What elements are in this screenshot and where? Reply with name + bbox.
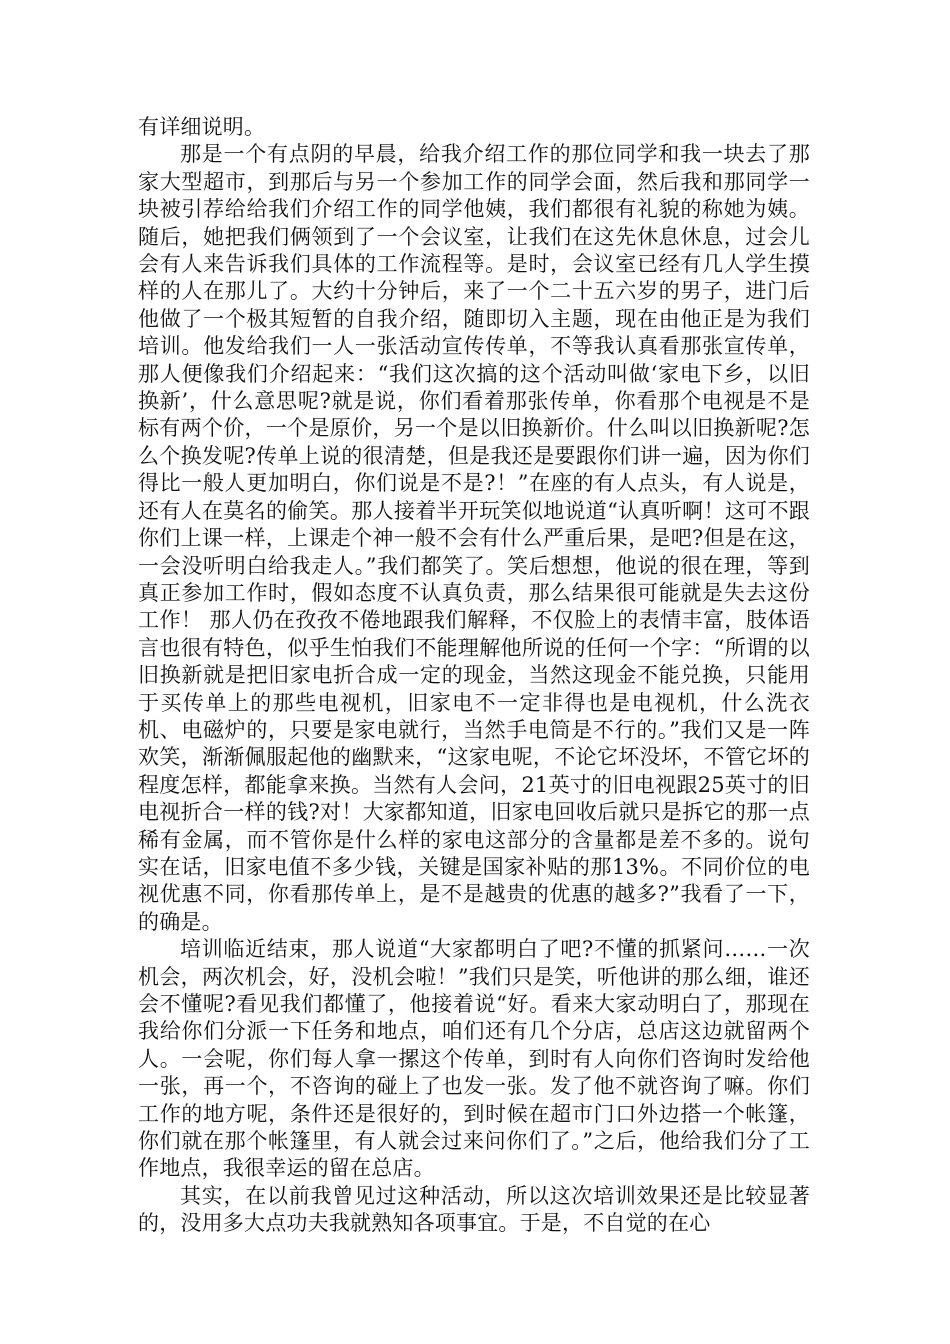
paragraph-training-end: 培训临近结束，那人说道“大家都明白了吧?不懂的抓紧问……一次机会，两次机会，好，没机会啦！”我们只是笑，听他讲的那么细，谁还会不懂呢?看见我们都懂了，他接着说“好。看来大家动明白了，那现在我给你们分派一下任务和地点，咱们还有几个分店，总店这边就留两个人。一会呢，你们每人拿一摞这个传单，到时有人向你们咨询时发给他一张，再一个，不咨询的碰上了也发一张。发了他不就咨询了嘛。你们工作的地方呢，条件还是很好的，到时候在超市门口外边搭一个帐篷，你们就在那个帐篷里，有人就会过来问你们了。”之后，他给我们分了工作地点，我很幸运的留在总店。 bbox=[138, 937, 810, 1181]
paragraph-reflection: 其实，在以前我曾见过这种活动，所以这次培训效果还是比较显著的，没用多大点功夫我就熟知各项事宜。于是，不自觉的在心 bbox=[138, 1183, 810, 1236]
paragraph-training-morning: 那是一个有点阴的早晨，给我介绍工作的那位同学和我一块去了那家大型超市，到那后与另一个参加工作的同学会面，然后我和那同学一块被引荐给给我们介绍工作的同学他姨，我们都很有礼貌的称她为姨。随后，她把我们俩领到了一个会议室，让我们在这先休息休息，过会儿会有人来告诉我们具体的工作流程等。是时，会议室已经有几人学生摸样的人在那儿了。大约十分钟后，来了一个二十五六岁的男子，进门后他做了一个极其短暂的自我介绍，随即切入主题，现在由他正是为我们培训。他发给我们一人一张活动宣传传单，不等我认真看那张宣传单，那人便像我们介绍起来：“我们这次搞的这个活动叫做‘家电下乡，以旧换新’，什么意思呢?就是说，你们看着那张传单，你看那个电视是不是标有两个价，一个是原价，另一个是以旧换新价。什么叫以旧换新呢?怎么个换发呢?传单上说的很清楚，但是我还是要跟你们讲一遍，因为你们得比一般人更加明白，你们说是不是?！”在座的有人点头，有人说是，还有人在莫名的偷笑。那人接着半开玩笑似地说道“认真听啊！这可不跟你们上课一样，上课走个神一般不会有什么严重后果，是吧?但是在这，一会没听明白给我走人。”我们都笑了。笑后想想，他说的很在理，等到真正参加工作时，假如态度不认真负责，那么结果很可能就是失去这份工作！ 那人仍在孜孜不倦地跟我们解释，不仅脸上的表情丰富，肢体语言也很有特色，似乎生怕我们不能理解他所说的任何一个字：“所谓的以旧换新就是把旧家电折合成一定的现金，当然这现金不能兑换，只能用于买传单上的那些电视机，旧家电不一定非得也是电视机，什么洗衣机、电磁炉的，只要是家电就行，当然手电筒是不行的。”我们又是一阵欢笑，渐渐佩服起他的幽默来，“这家电呢，不论它坏没坏，不管它坏的程度怎样，都能拿来换。当然有人会问，21英寸的旧电视跟25英寸的旧电视折合一样的钱?对！大家都知道，旧家电回收后就只是拆它的那一点稀有金属，而不管你是什么样的家电这部分的含量都是差不多的。说句实在话，旧家电值不多少钱，关键是国家补贴的那13%。不同价位的电视优惠不同，你看那传单上，是不是越贵的优惠的越多?”我看了一下，的确是。 bbox=[138, 142, 810, 934]
paragraph-continuation: 有详细说明。 bbox=[138, 115, 266, 139]
document-page bbox=[138, 114, 810, 1238]
